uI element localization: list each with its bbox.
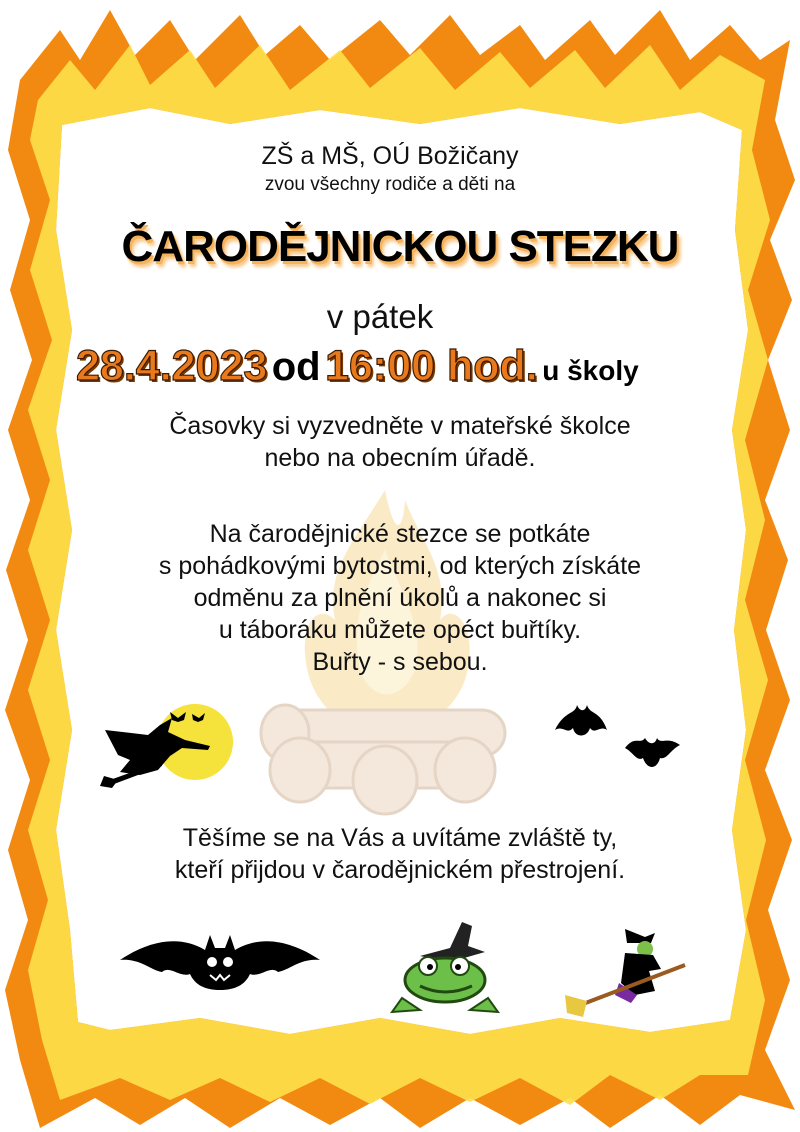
paragraph-line: s pohádkovými bytostmi, od kterých získáte [158, 552, 642, 580]
event-date: 28.4.2023 [76, 342, 268, 390]
paragraph-line: Těšíme se na Vás a uvítáme zvláště ty, [182, 824, 618, 852]
paragraph-timesheets [0, 410, 800, 474]
paragraph-line: nebo na obecním úřadě. [264, 444, 536, 472]
paragraph-line: kteří přijdou v čarodějnickém přestrojení. [174, 856, 626, 884]
flying-witch-illustration [565, 925, 695, 1020]
event-from: od [271, 345, 321, 389]
event-place: u školy [542, 355, 639, 386]
frog-witch-hat-illustration [390, 918, 500, 1018]
event-title: ČARODĚJNICKOU STEZKU [121, 222, 679, 271]
paragraph-trail-description [0, 518, 800, 678]
paragraph-line: u táboráku můžete opéct buřtíky. [218, 616, 582, 644]
invitation-line: zvou všechny rodiče a děti na [264, 174, 516, 195]
event-date-line [76, 342, 639, 391]
paragraph-line: Časovky si vyzvedněte v mateřské školce [169, 412, 631, 440]
paragraph-line: odměnu za plnění úkolů a nakonec si [193, 584, 607, 612]
small-bats-illustration [545, 700, 685, 780]
organizer-line: ZŠ a MŠ, OÚ Božičany [261, 142, 519, 170]
large-bat-illustration [120, 930, 320, 1000]
paragraph-line: Buřty - s sebou. [312, 648, 488, 676]
paragraph-line: Na čarodějnické stezce se potkáte [209, 520, 591, 548]
paragraph-costume-invite [0, 822, 800, 886]
event-time: 16:00 hod. [325, 342, 538, 390]
witch-moon-illustration [100, 700, 240, 790]
event-day: v pátek [326, 298, 434, 335]
